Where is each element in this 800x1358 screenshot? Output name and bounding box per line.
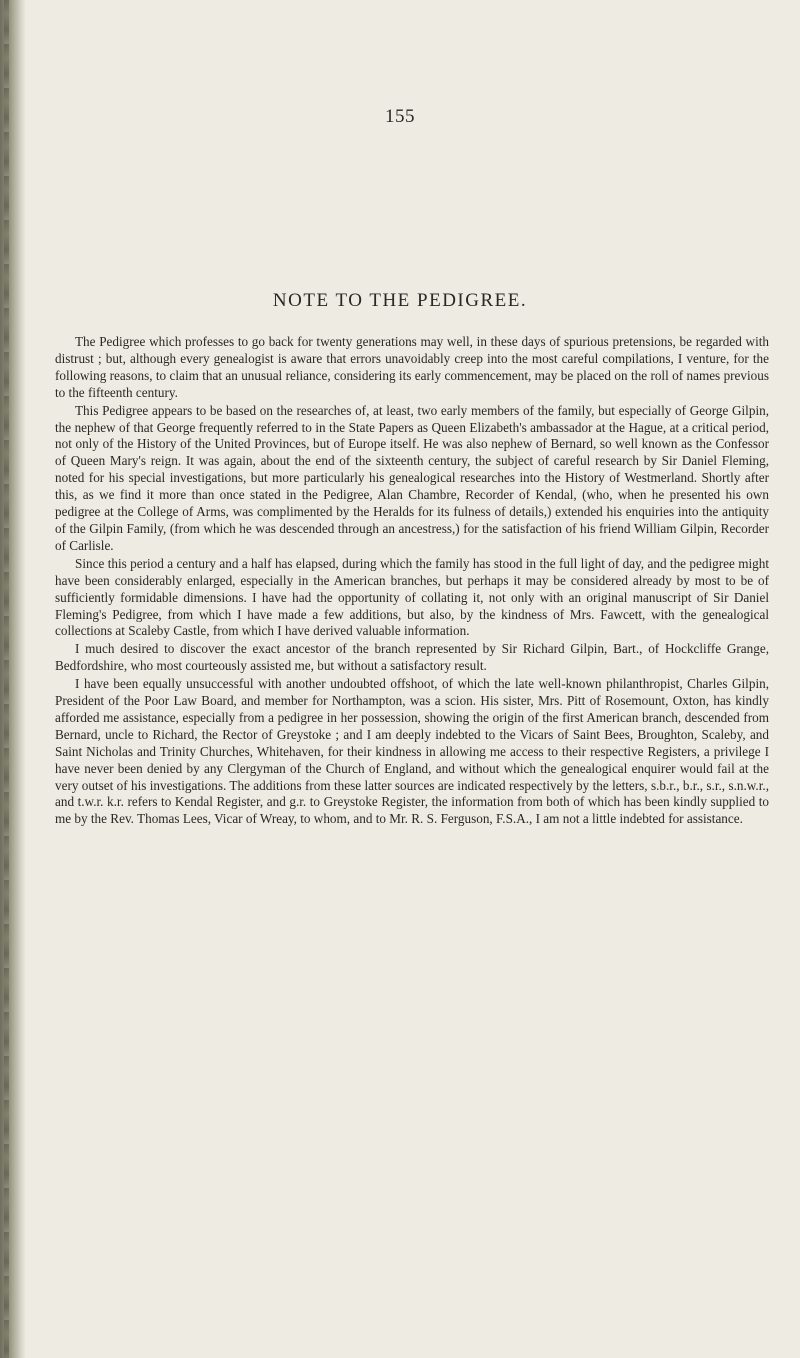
paragraph: Since this period a century and a half has elapsed, during which the family has stood in the full light of day, and the pedigree might have been considerably enlarged, especially in the American branches, but perhaps it may be considered already by most to be of sufficiently formidable dimensions. I have had the opportunity of collating it, not only with an original manuscript of Sir Daniel Fleming's Pedigree, from which I have made a few additions, but also, by the kindness of Mrs. Fawcett, with the genealogical collections at Scaleby Castle, from which I have derived valuable information. [55,555,769,639]
paragraph: I have been equally unsuccessful with another undoubted offshoot, of which the late well-known philanthropist, Charles Gilpin, President of the Poor Law Board, and member for Northampton, was a scion. His sister, Mrs. Pitt of Rosemount, Oxton, has kindly afforded me assistance, especially from a pedigree in her possession, showing the origin of the first American branch, descended from Bernard, uncle to Richard, the Rector of Greystoke ; and I am deeply indebted to the Vicars of Saint Bees, Broughton, Scaleby, and Saint Nicholas and Trinity Churches, Whitehaven, for their kindness in allowing me access to their respective Registers, a privilege I have never been denied by any Clergyman of the Church of England, and without which the genealogical enquirer would fail at the very outset of his investigations. The additions from these latter sources are indicated respectively by the letters, s.b.r., b.r., s.r., s.n.w.r., and t.w.r. k.r. refers to Kendal Register, and g.r. to Greystoke Register, the information from both of which has been kindly supplied to me by the Rev. Thomas Lees, Vicar of Wreay, to whom, and to Mr. R. S. Ferguson, F.S.A., I am not a little indebted for assistance. [55,676,769,827]
spine-shadow [4,0,9,1358]
body-text [55,334,769,829]
paragraph: This Pedigree appears to be based on the researches of, at least, two early members of the family, but especially of George Gilpin, the nephew of that George frequently referred to in the State Papers as Queen Elizabeth's ambassador at the Hague, at a critical period, not only of the History of the United Provinces, but of Europe itself. He was also nephew of Bernard, so well known as the Confessor of Queen Mary's reign. It was again, about the end of the sixteenth century, the subject of careful research by Sir Daniel Fleming, noted for his special investigations, but more particularly his genealogical researches into the History of Westmerland. Shortly after this, as we find it more than once stated in the Pedigree, Alan Chambre, Recorder of Kendal, (who, when he presented his own pedigree at the College of Arms, was complimented by the Heralds for its fulness of details,) extended his enquiries into the antiquity of the Gilpin Family, (from which he was descended through an ancestress,) for the satisfaction of his friend William Gilpin, Recorder of Carlisle. [55,402,769,553]
paragraph: The Pedigree which professes to go back for twenty generations may well, in these days of spurious pretensions, be regarded with distrust ; but, although every genealogist is aware that errors unavoidably creep into the most careful compilations, I venture, for the following reasons, to claim that an unusual reliance, considering its early commencement, may be placed on the roll of names previous to the fifteenth century. [55,334,769,400]
page-number: 155 [385,106,415,127]
book-spine-edge [0,0,26,1358]
paragraph: I much desired to discover the exact ancestor of the branch represented by Sir Richard Gilpin, Bart., of Hockcliffe Grange, Bedfordshire, who most courteously assisted me, but without a satisfactory result. [55,641,769,674]
page-title: NOTE TO THE PEDIGREE. [272,290,528,311]
